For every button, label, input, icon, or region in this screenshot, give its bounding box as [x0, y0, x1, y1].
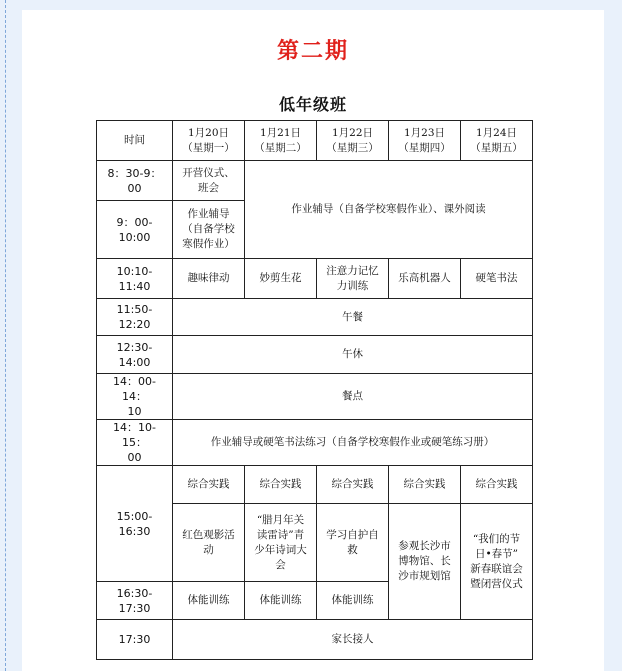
header-row [97, 121, 533, 161]
activity-cell: 综合实践 [389, 466, 461, 504]
activity-cell: 综合实践 [461, 466, 533, 504]
table-row [97, 620, 533, 660]
schedule-table [96, 120, 533, 660]
activity-cell: 综合实践 [173, 466, 245, 504]
table-row [97, 374, 533, 420]
activity-cell: 体能训练 [173, 582, 245, 620]
activity-cell: 体能训练 [245, 582, 317, 620]
activity-span-cell: 家长接人 [173, 620, 533, 660]
activity-cell: 硬笔书法 [461, 259, 533, 299]
activity-span-cell: 午餐 [173, 299, 533, 336]
activity-span-cell: 作业辅导或硬笔书法练习（自备学校寒假作业或硬笔练习册） [173, 420, 533, 466]
day-header-mon: 1月20日 （星期一） [173, 121, 245, 161]
day-header-wed: 1月22日 （星期三） [317, 121, 389, 161]
schedule-card [22, 10, 604, 671]
day-header-fri: 1月24日 （星期五） [461, 121, 533, 161]
time-cell: 17:30 [97, 620, 173, 660]
activity-cell: 妙剪生花 [245, 259, 317, 299]
time-cell: 10:10-11:40 [97, 259, 173, 299]
activity-cell: 注意力记忆 力训练 [317, 259, 389, 299]
activity-cell: 乐高机器人 [389, 259, 461, 299]
table-row [97, 466, 533, 504]
activity-cell: 作业辅导 （自备学校 寒假作业） [173, 201, 245, 259]
time-cell: 8：30-9：00 [97, 161, 173, 201]
time-cell: 14：00-14： 10 [97, 374, 173, 420]
activity-cell: 综合实践 [245, 466, 317, 504]
day-header-thu: 1月23日 （星期四） [389, 121, 461, 161]
activity-span-cell: 餐点 [173, 374, 533, 420]
table-row [97, 420, 533, 466]
time-cell: 14：10-15： 00 [97, 420, 173, 466]
class-title: 低年级班 [278, 95, 347, 114]
activity-cell: 红色观影活 动 [173, 504, 245, 582]
activity-cell: 趣味律动 [173, 259, 245, 299]
activity-cell: 参观长沙市 博物馆、长 沙市规划馆 [389, 504, 461, 620]
activity-cell: 体能训练 [317, 582, 389, 620]
activity-span-cell: 午休 [173, 336, 533, 374]
page-guide-line [5, 0, 6, 671]
activity-cell: 综合实践 [317, 466, 389, 504]
time-cell: 12:30-14:00 [97, 336, 173, 374]
activity-cell: 开营仪式、 班会 [173, 161, 245, 201]
table-row [97, 299, 533, 336]
activity-span-cell: 作业辅导（自备学校寒假作业）、课外阅读 [245, 161, 533, 259]
time-cell: 15:00-16:30 [97, 466, 173, 582]
table-row [97, 336, 533, 374]
period-title: 第二期 [276, 38, 349, 64]
day-header-tue: 1月21日 （星期二） [245, 121, 317, 161]
time-header: 时间 [97, 121, 173, 161]
time-cell: 16:30-17:30 [97, 582, 173, 620]
activity-cell: “我们的节 日•春节” 新春联谊会 暨闭营仪式 [461, 504, 533, 620]
activity-cell: 学习自护自 救 [317, 504, 389, 582]
time-cell: 11:50-12:20 [97, 299, 173, 336]
time-cell: 9：00-10:00 [97, 201, 173, 259]
activity-cell: “腊月年关 读雷诗”青 少年诗词大 会 [245, 504, 317, 582]
table-row [97, 259, 533, 299]
table-row [97, 161, 533, 201]
